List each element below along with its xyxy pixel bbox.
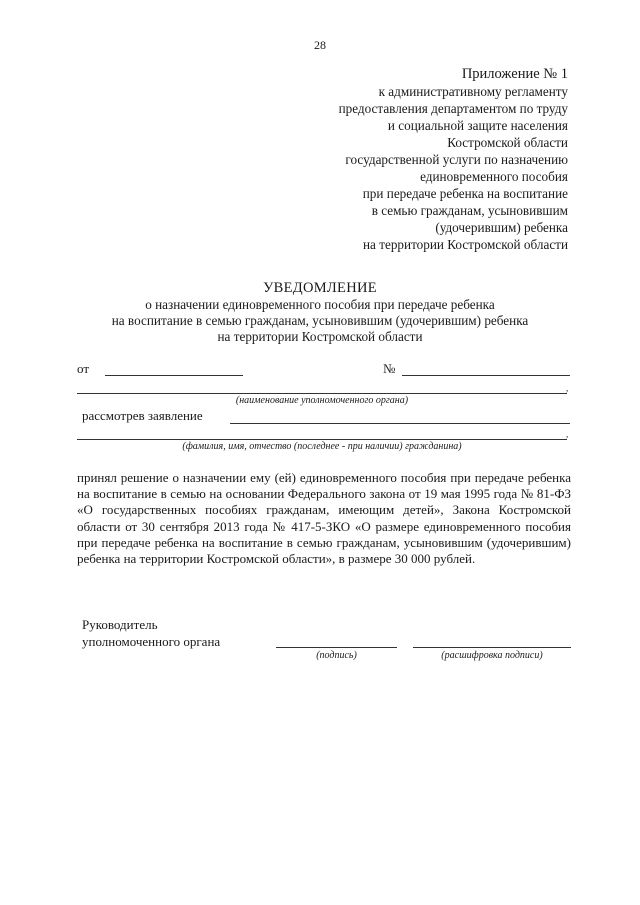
notice-subtitle-line: о назначении единовременного пособия при передаче ребенка: [145, 297, 495, 312]
date-field-line[interactable]: [105, 375, 243, 376]
notice-subtitle-line: на воспитание в семью гражданам, усыновившим (удочерившим) ребенка: [111, 313, 529, 328]
appendix-header: [339, 66, 568, 253]
org-name-hint: (наименование уполномоченного органа): [235, 395, 409, 406]
head-title-line2: уполномоченного органа: [82, 634, 221, 649]
appendix-line: при передаче ребенка на воспитание: [362, 186, 568, 201]
org-comma: ,: [566, 383, 569, 393]
signature-hint: (подпись): [316, 650, 357, 661]
number-label: №: [383, 361, 396, 376]
notice-title: УВЕДОМЛЕНИЕ: [263, 280, 377, 296]
notice-subtitle-line: на территории Костромской области: [217, 329, 423, 344]
head-title-line1: Руководитель: [82, 617, 158, 632]
reviewed-label: рассмотрев заявление: [82, 408, 203, 423]
citizen-comma: ,: [566, 429, 569, 439]
page-number: 28: [314, 38, 326, 52]
number-field-line[interactable]: [402, 375, 570, 376]
signature-decoding-field-line[interactable]: [413, 647, 571, 648]
appendix-line: единовременного пособия: [420, 169, 568, 184]
appendix-line: (удочерившим) ребенка: [435, 220, 568, 235]
signature-field-line[interactable]: [276, 647, 397, 648]
appendix-line: государственной услуги по назначению: [345, 152, 568, 167]
appendix-line: в семью гражданам, усыновившим: [371, 203, 568, 218]
signature-decoding-hint: (расшифровка подписи): [441, 650, 543, 661]
from-label: от: [77, 361, 90, 376]
application-field-line[interactable]: [230, 423, 570, 424]
org-name-field-line[interactable]: [77, 393, 567, 394]
citizen-name-hint: (фамилия, имя, отчество (последнее - при наличии) гражданина): [182, 441, 462, 452]
appendix-line: предоставления департаментом по труду: [338, 101, 568, 116]
appendix-line: к административному регламенту: [378, 84, 568, 99]
appendix-line: Костромской области: [447, 135, 568, 150]
appendix-line: на территории Костромской области: [363, 237, 568, 252]
decision-text: принял решение о назначении ему (ей) единовременного пособия при передаче ребенка на воспитание в семью на основании Федерального закона от 19 мая 1995 года № 81-ФЗ «О государственных пособиях гражданам, имеющим детей», Закона Костромской области от 30 сентября 2013 года № 417-5-ЗКО «О размере единовременного пособия при передаче ребенка на воспитание в семью гражданам, усыновившим (удочерившим) ребенка на территории Костромской области», в размере 30 000 рублей.: [77, 470, 571, 567]
appendix-line: и социальной защите населения: [387, 118, 568, 133]
notice-subtitle: [0, 297, 640, 345]
appendix-title: Приложение № 1: [461, 66, 568, 82]
citizen-name-field-line[interactable]: [77, 439, 567, 440]
